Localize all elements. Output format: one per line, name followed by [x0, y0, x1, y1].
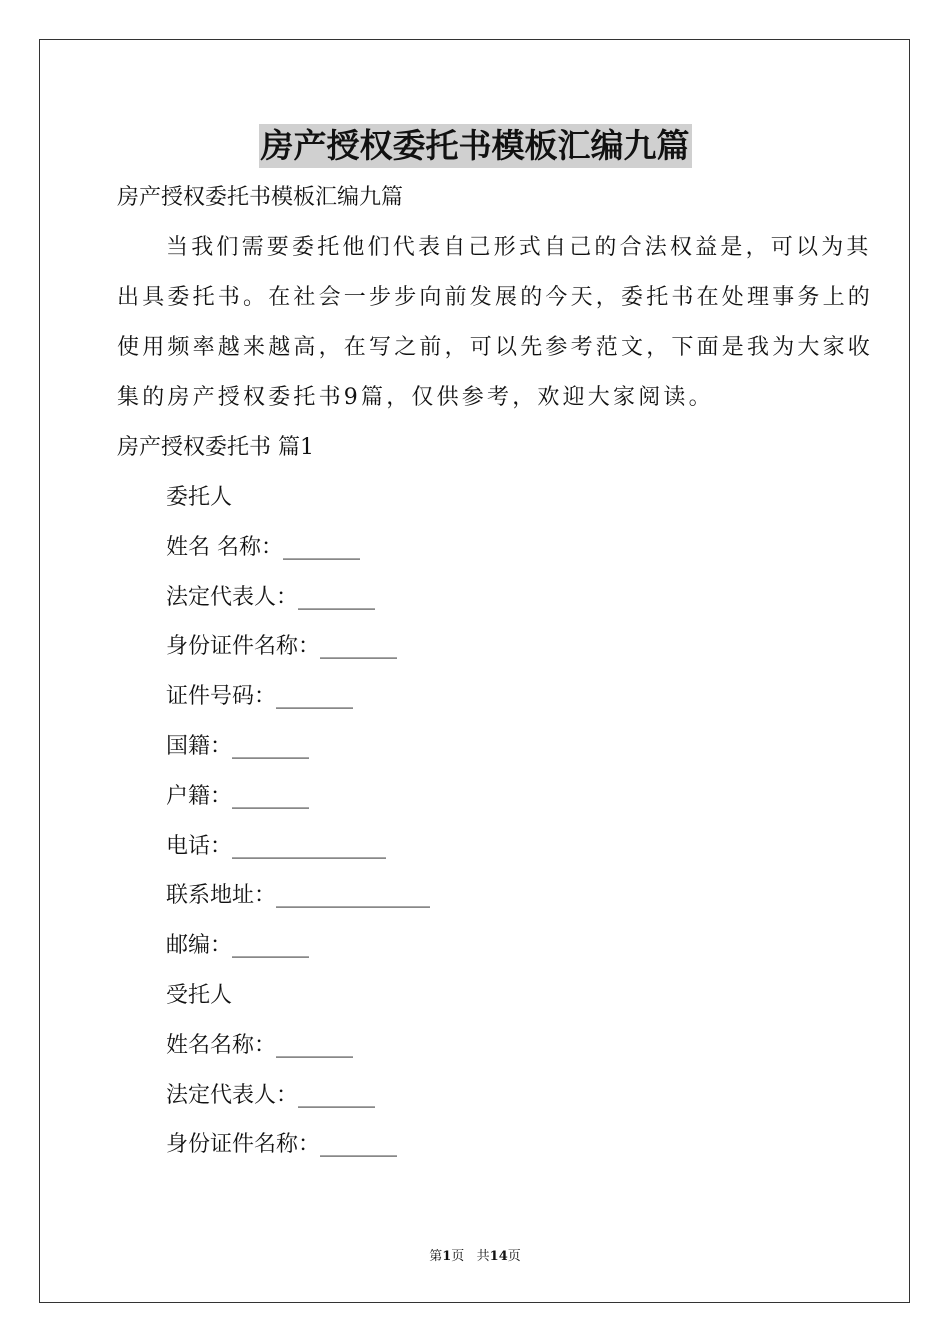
field-line: 身份证件名称：_______	[166, 1132, 398, 1157]
document-title: 房产授权委托书模板汇编九篇	[259, 124, 692, 168]
field-line: 联系地址：______________	[166, 883, 431, 908]
subtitle: 房产授权委托书模板汇编九篇	[117, 185, 404, 210]
field-line: 户籍：_______	[166, 784, 310, 809]
field-line: 法定代表人：_______	[166, 1083, 376, 1108]
field-line: 国籍：_______	[166, 734, 310, 759]
intro-line-4: 集的房产授权委托书9篇，仅供参考，欢迎大家阅读。	[117, 385, 714, 410]
intro-line-2: 出具委托书。在社会一步步向前发展的今天，委托书在处理事务上的	[117, 285, 874, 310]
field-line: 法定代表人：_______	[166, 585, 376, 610]
field-line: 姓名名称：_______	[166, 1033, 354, 1058]
footer-prefix: 第	[429, 1249, 443, 1264]
footer-suffix: 页	[507, 1249, 521, 1264]
title-container	[0, 124, 950, 168]
intro-line-3: 使用频率越来越高，在写之前，可以先参考范文，下面是我为大家收	[117, 335, 874, 360]
field-line: 姓名 名称：_______	[166, 535, 360, 560]
field-line: 邮编：_______	[166, 933, 310, 958]
field-line: 电话：______________	[166, 834, 387, 859]
footer-mid: 页 共	[451, 1249, 490, 1264]
field-line: 证件号码：_______	[166, 684, 354, 709]
field-line: 受托人	[166, 983, 233, 1008]
page-border	[39, 39, 910, 1303]
section-heading: 房产授权委托书 篇1	[117, 435, 314, 460]
footer-page-number: 1	[442, 1249, 452, 1264]
footer-total-pages: 14	[489, 1249, 508, 1264]
intro-line-1: 当我们需要委托他们代表自己形式自己的合法权益是，可以为其	[166, 235, 872, 260]
field-line: 身份证件名称：_______	[166, 634, 398, 659]
page-footer	[0, 1248, 950, 1266]
field-line: 委托人	[166, 485, 233, 510]
